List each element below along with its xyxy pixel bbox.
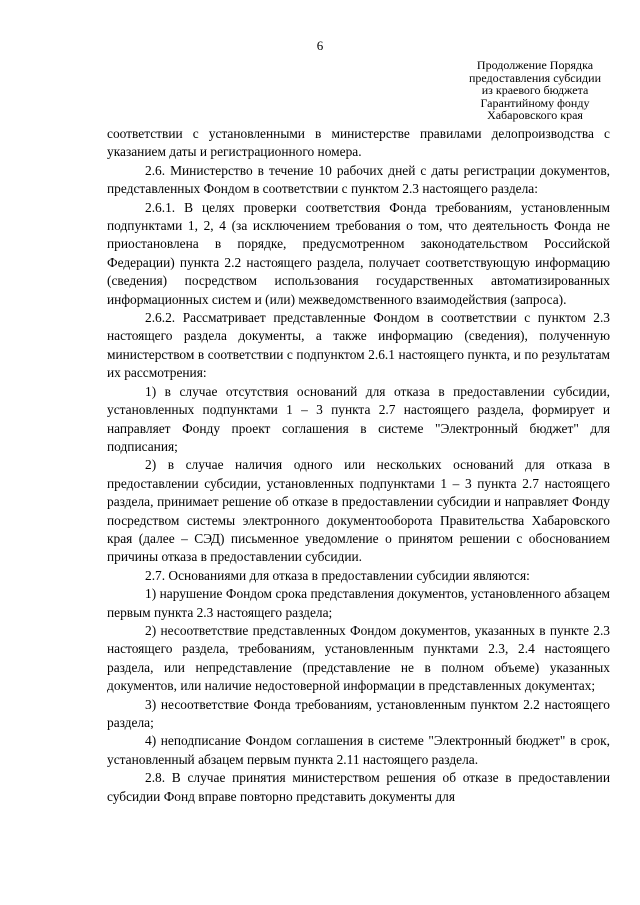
paragraph: 2) несоответствие представленных Фондом документов, указанных в пункте 2.3 настоящего раздела, требованиям, установленным пунктами 2.3, 2.4 настоящего раздела, или непредставление (представление не в полном объеме) указанных документов, или наличие недостоверной информации в представленных документах; [107, 622, 610, 694]
paragraph: 2.6.1. В целях проверки соответствия Фонда требованиям, установленным подпунктами 1, 2, 4 (за исключением требования о том, что деятельность Фонда не приостановлена в порядке, предусмотренном законодательством Российской Федерации) пункта 2.2 настоящего раздела, получает соответствующую информацию (сведения) посредством использования государственных автоматизированных информационных систем и (или) межведомственного взаимодействия (запроса). [107, 199, 610, 307]
paragraph: 2.6.2. Рассматривает представленные Фондом в соответствии с пунктом 2.3 настоящего раздела документы, а также информацию (сведения), полученную министерством в соответствии с подпунктом 2.6.1 настоящего пункта, и по результатам их рассмотрения: [107, 310, 610, 381]
header-note-line: Гарантийному фонду [480, 95, 590, 110]
header-note [455, 59, 615, 122]
body-text [107, 125, 610, 806]
paragraph: 3) несоответствие Фонда требованиям, установленным пунктом 2.2 настоящего раздела; [107, 696, 610, 730]
paragraph: 1) в случае отсутствия оснований для отказа в предоставлении субсидии, установленных подпунктами 1 – 3 пункта 2.7 настоящего раздела, формирует и направляет Фонду проект соглашения в системе "Электронный бюджет" для подписания; [107, 383, 610, 454]
paragraph: 4) неподписание Фондом соглашения в системе "Электронный бюджет" в срок, установленный абзацем первым пункта 2.11 настоящего раздела. [107, 733, 610, 767]
paragraph: 2.6. Министерство в течение 10 рабочих дней с даты регистрации документов, представленных Фондом в соответствии с пунктом 2.3 настоящего раздела: [107, 162, 610, 197]
paragraph: 1) нарушение Фондом срока представления документов, установленного абзацем первым пункта 2.3 настоящего раздела; [107, 586, 610, 620]
paragraph: соответствии с установленными в министерстве правилами делопроизводства с указанием даты и регистрационного номера. [107, 126, 610, 160]
header-note-line: Хабаровского края [487, 108, 583, 122]
header-note-line: Продолжение Порядка [476, 58, 594, 72]
page-number: 6 [316, 38, 324, 53]
header-note-line: предоставления субсидии [468, 70, 602, 85]
paragraph: 2) в случае наличия одного или нескольких оснований для отказа в предоставлении субсидии, установленных подпунктами 1 – 3 пункта 2.7 настоящего раздела, принимает решение об отказе в предоставлении субсидии и направляет Фонду посредством системы электронного документооборота Правительства Хабаровского края (далее – СЭД) письменное уведомление о принятом решении с обоснованием причины отказа в предоставлении субсидии. [107, 457, 610, 565]
header-note-line: из краевого бюджета [481, 83, 589, 97]
paragraph: 2.7. Основаниями для отказа в предоставлении субсидии являются: [145, 567, 530, 583]
paragraph: 2.8. В случае принятия министерством решения об отказе в предоставлении субсидии Фонд вправе повторно представить документы для [107, 770, 610, 804]
